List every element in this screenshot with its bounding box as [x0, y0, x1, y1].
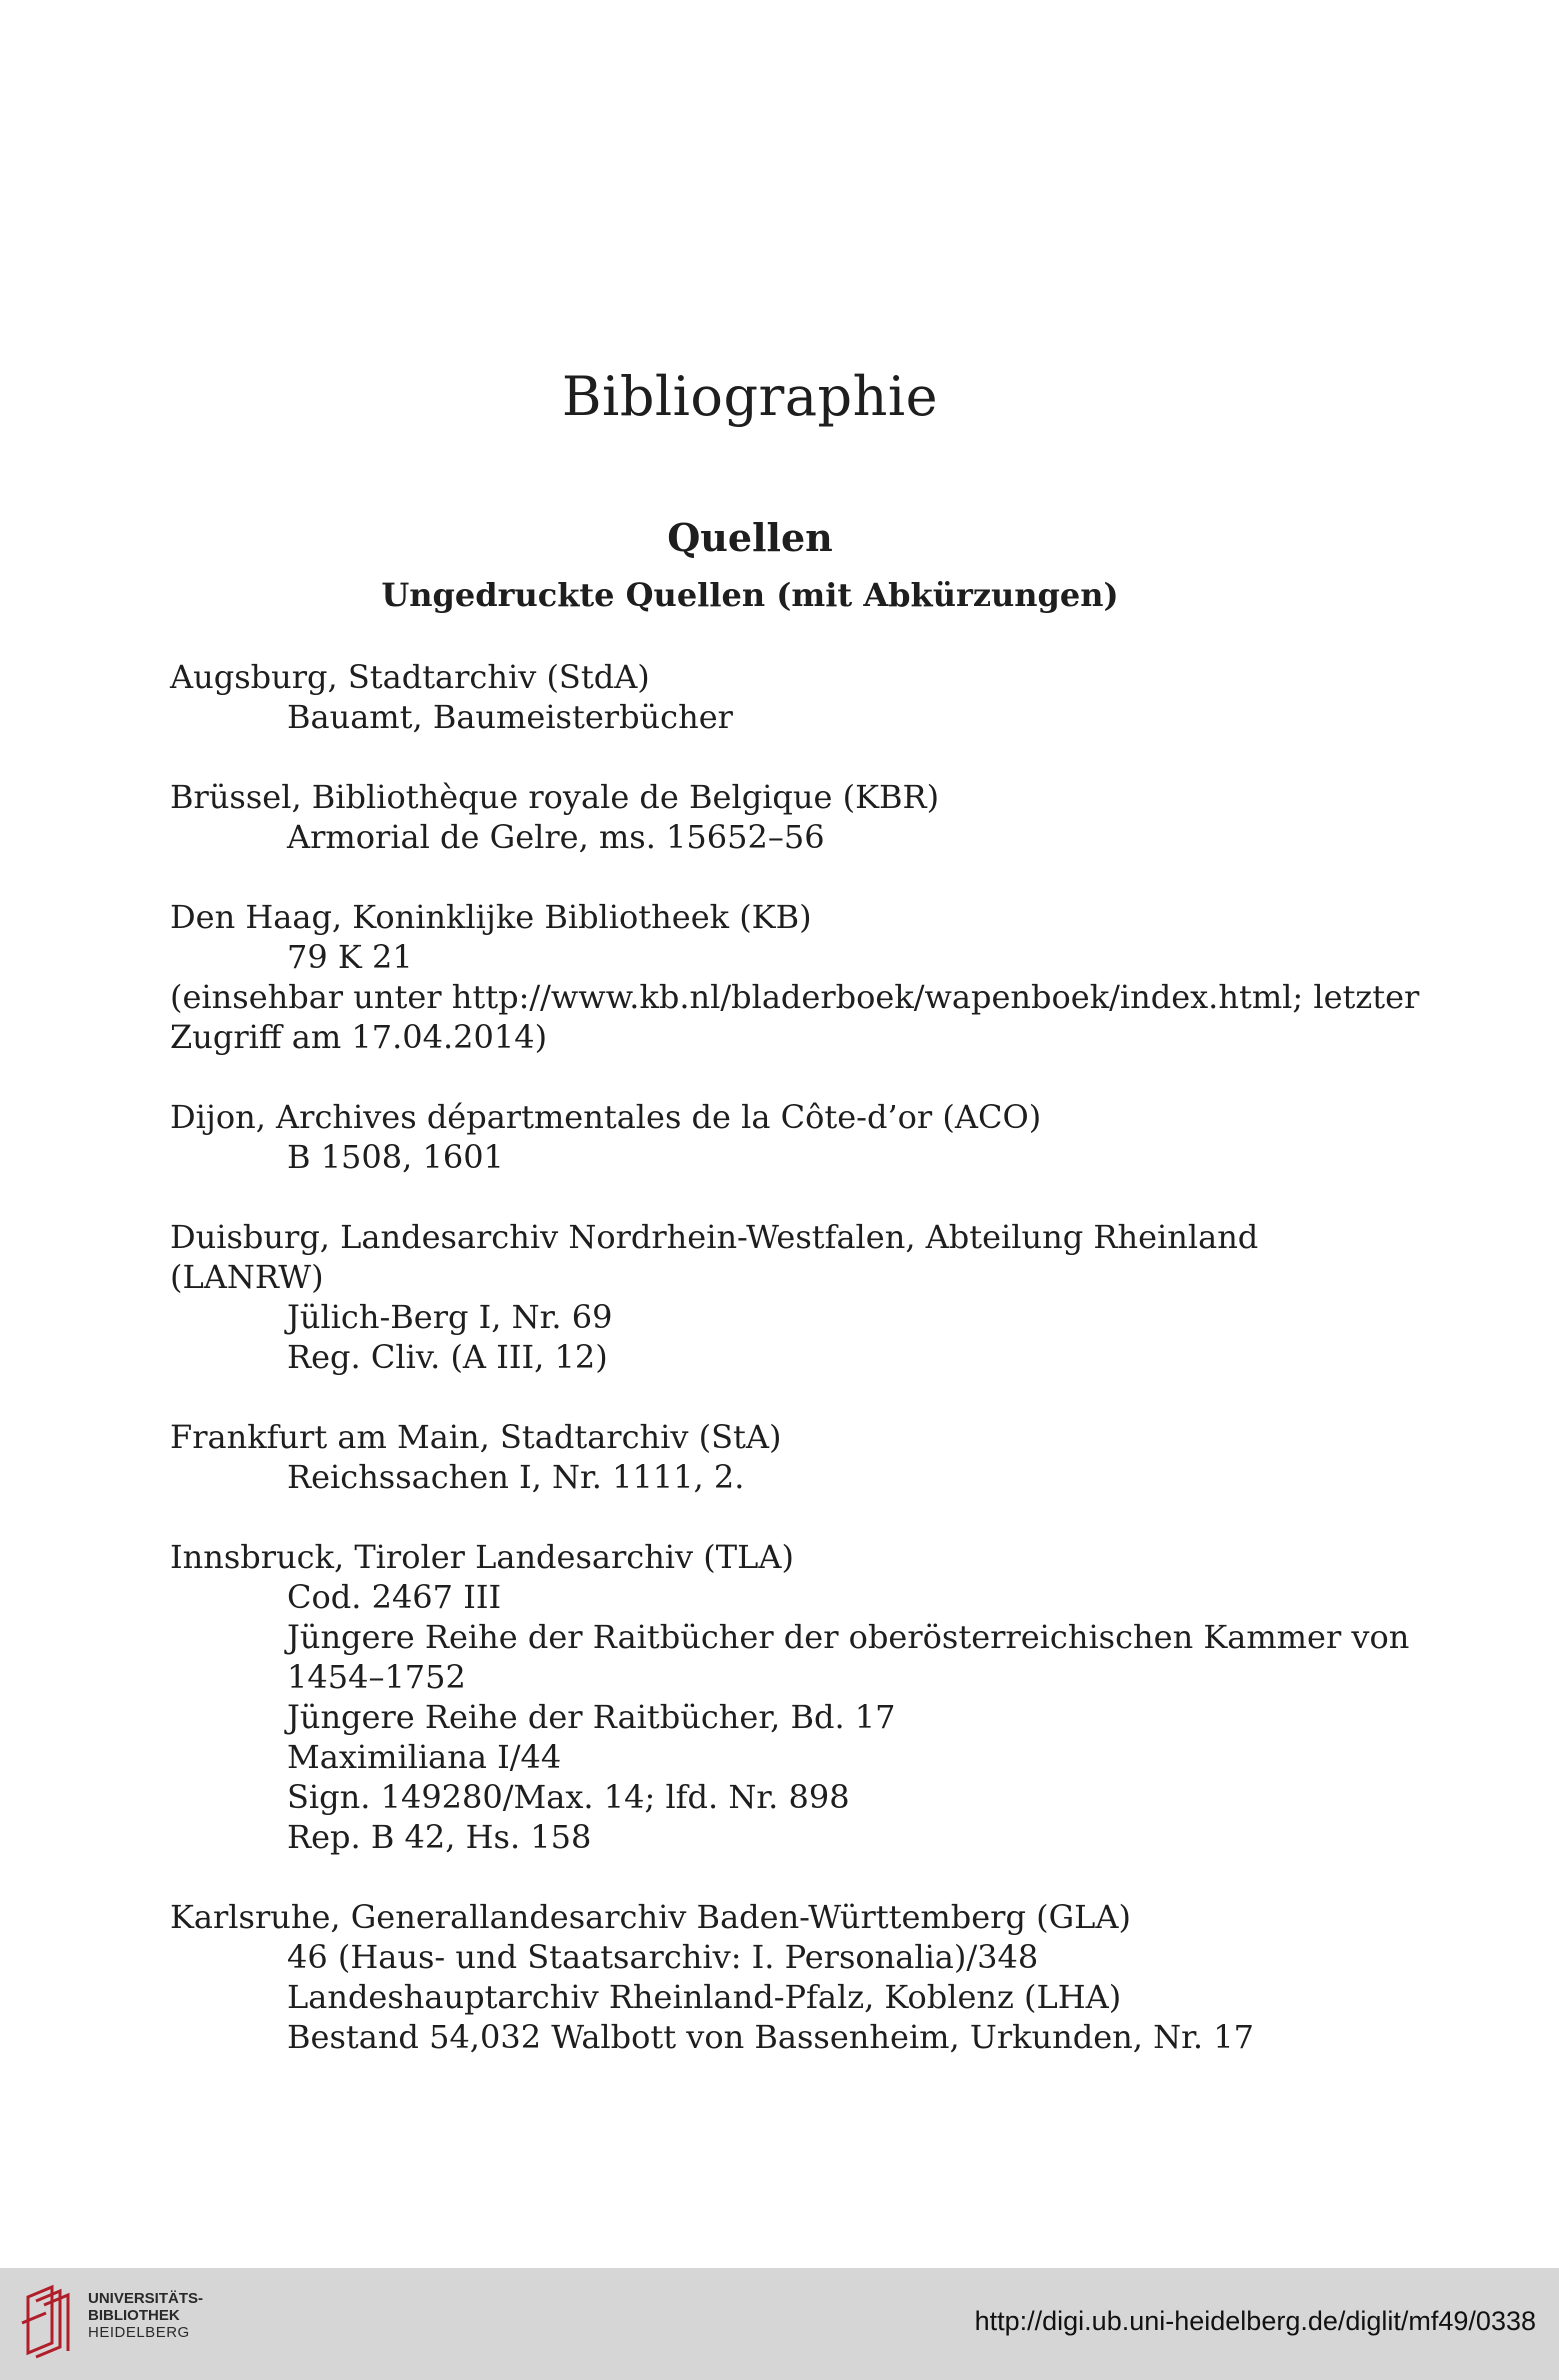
page-heading: Bibliographie [561, 365, 939, 428]
section-heading: Quellen [667, 515, 833, 560]
source-url-link[interactable]: http://digi.ub.uni-heidelberg.de/diglit/mf49/0338 [974, 2306, 1536, 2336]
entry-line: Brüssel, Bibliothèque royale de Belgique (KBR) [170, 778, 940, 816]
logo-line-1: UNIVERSITÄTS- [88, 2290, 204, 2307]
entry-line: Reg. Cliv. (A III, 12) [287, 1338, 608, 1376]
entry-line: Innsbruck, Tiroler Landesarchiv (TLA) [170, 1538, 794, 1576]
entry-line: 1454–1752 [287, 1658, 466, 1696]
entry-line: Augsburg, Stadtarchiv (StdA) [170, 658, 650, 696]
entry-line: Sign. 149280/Max. 14; lfd. Nr. 898 [287, 1778, 850, 1816]
entry-line: Frankfurt am Main, Stadtarchiv (StA) [170, 1418, 782, 1456]
entry-line: 46 (Haus- und Staatsarchiv: I. Personalia)/348 [287, 1938, 1039, 1976]
entry-line: Jülich-Berg I, Nr. 69 [287, 1298, 613, 1336]
entry-line: Jüngere Reihe der Raitbücher der oberösterreichischen Kammer von [287, 1618, 1410, 1656]
entry-line: Maximiliana I/44 [287, 1738, 562, 1776]
entry-line: Armorial de Gelre, ms. 15652–56 [287, 818, 825, 856]
entry-line: Cod. 2467 III [287, 1578, 502, 1616]
entry-line: Bestand 54,032 Walbott von Bassenheim, Urkunden, Nr. 17 [287, 2018, 1254, 2056]
library-logo-text [88, 2290, 203, 2341]
entry-line: Zugriff am 17.04.2014) [170, 1018, 548, 1056]
entry-line: B 1508, 1601 [287, 1138, 504, 1176]
entry-line: Bauamt, Baumeisterbücher [287, 698, 733, 736]
entry-line: Landeshauptarchiv Rheinland-Pfalz, Koblenz (LHA) [287, 1978, 1122, 2016]
entry-line: Reichssachen I, Nr. 1111, 2. [287, 1458, 745, 1496]
entry-line: Den Haag, Koninklijke Bibliotheek (KB) [170, 898, 812, 936]
entry-line: (LANRW) [170, 1258, 324, 1296]
entry-line: Duisburg, Landesarchiv Nordrhein-Westfalen, Abteilung Rheinland [170, 1218, 1259, 1256]
subsection-heading: Ungedruckte Quellen (mit Abkürzungen) [381, 576, 1119, 614]
entry-line: Dijon, Archives départmentales de la Côte-d’or (ACO) [170, 1098, 1042, 1136]
entry-line: (einsehbar unter http://www.kb.nl/bladerboek/wapenboek/index.html; letzter [170, 978, 1420, 1016]
logo-line-2: BIBLIOTHEK [88, 2307, 180, 2324]
entry-line: Jüngere Reihe der Raitbücher, Bd. 17 [287, 1698, 896, 1736]
entry-line: Rep. B 42, Hs. 158 [287, 1818, 592, 1856]
entry-line: 79 K 21 [287, 938, 413, 976]
library-logo-icon [18, 2283, 80, 2359]
logo-line-3: HEIDELBERG [88, 2324, 190, 2341]
entry-line: Karlsruhe, Generallandesarchiv Baden-Württemberg (GLA) [170, 1898, 1131, 1936]
